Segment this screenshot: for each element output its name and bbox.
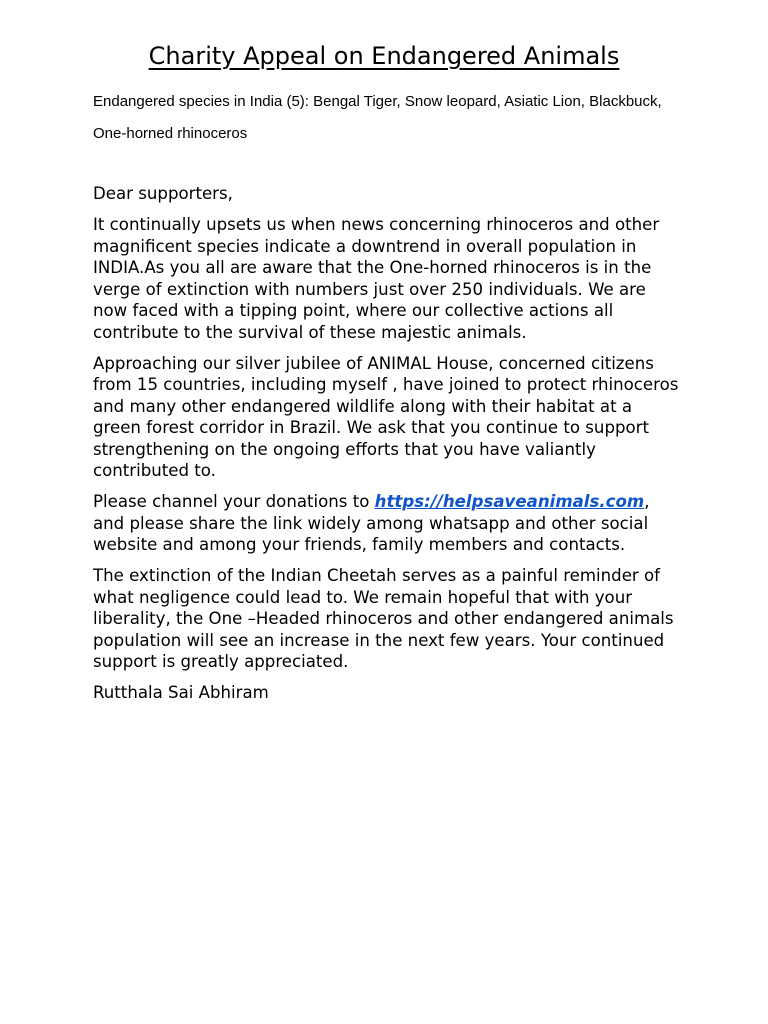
endangered-species-list: Endangered species in India (5): Bengal Tiger, Snow leopard, Asiatic Lion, Blackbuck, One-horned rhinoceros <box>93 93 662 142</box>
donation-text-after-link: , and please share the link widely among whatsapp and other social website and among your friends, family members and contacts. <box>93 492 650 554</box>
signature: Rutthala Sai Abhiram <box>93 683 269 702</box>
letter-body <box>93 183 683 713</box>
donation-link[interactable]: https://helpsaveanimals.com <box>374 492 645 511</box>
paragraph-donations <box>93 491 683 556</box>
salutation: Dear supporters, <box>93 184 233 203</box>
donation-text-before-link: Please channel your donations to <box>93 492 375 511</box>
paragraph-rhino-population: It continually upsets us when news concerning rhinoceros and other magnificent species indicate a downtrend in overall population in INDIA.As you all are aware that the One-horned rhinoceros is in the verge of extinction with numbers just over 250 individuals. We are now faced with a tipping point, where our collective actions all contribute to the survival of these majestic animals. <box>93 215 660 342</box>
document-title: Charity Appeal on Endangered Animals <box>148 42 620 70</box>
paragraph-silver-jubilee: Approaching our silver jubilee of ANIMAL House, concerned citizens from 15 countries, including myself , have joined to protect rhinoceros and many other endangered wildlife along with their habitat at a green forest corridor in Brazil. We ask that you continue to support strengthening on the ongoing efforts that you have valiantly contributed to. <box>93 353 679 480</box>
paragraph-cheetah-extinction: The extinction of the Indian Cheetah serves as a painful reminder of what negligence could lead to. We remain hopeful that with your liberality, the One –Headed rhinoceros and other endangered animals population will see an increase in the next few years. Your continued support is greatly appreciated. <box>93 566 674 671</box>
